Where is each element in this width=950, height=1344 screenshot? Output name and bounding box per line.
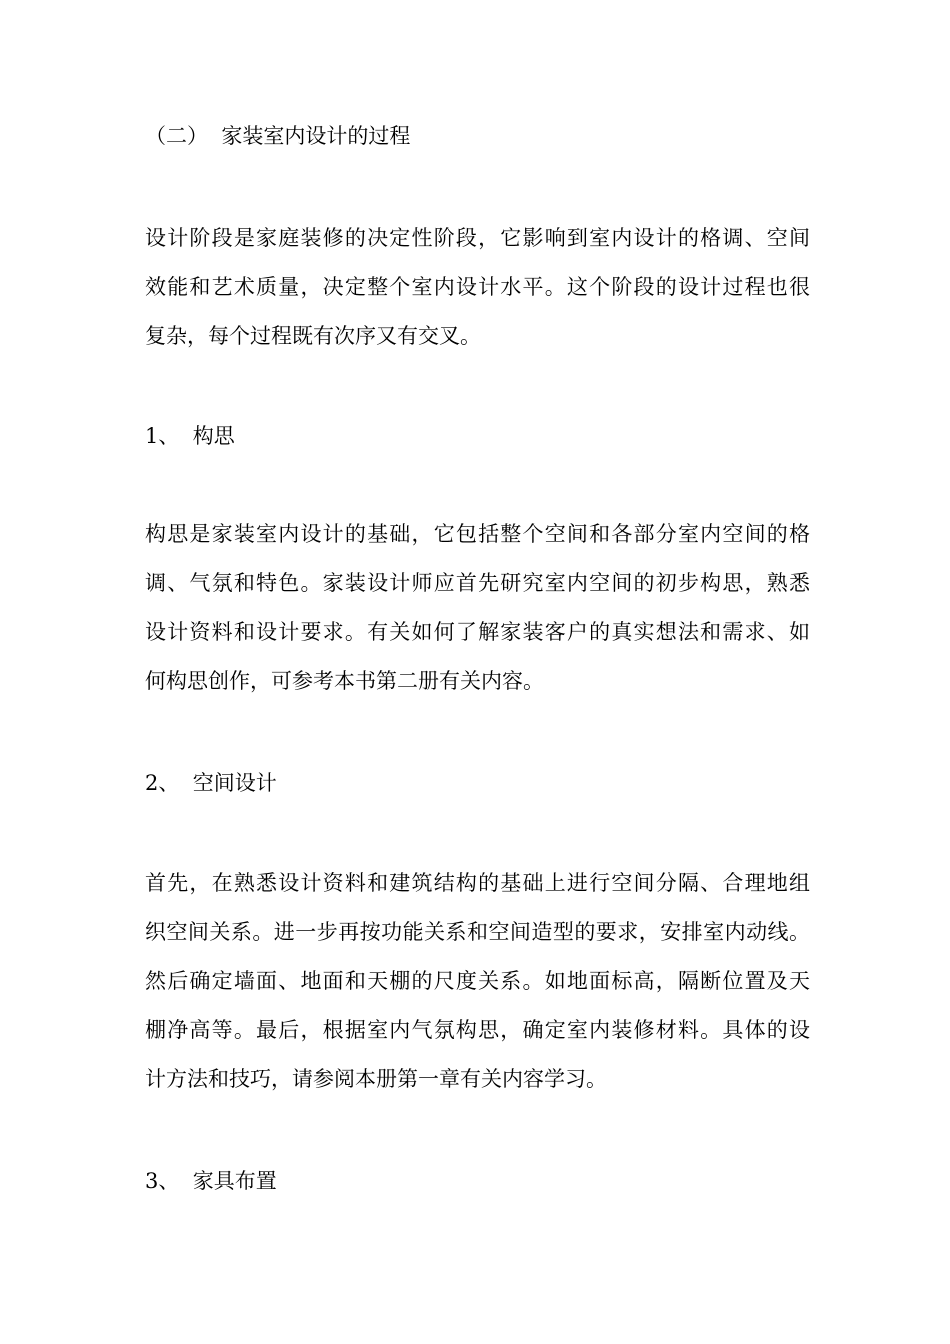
item-2-paragraph <box>145 871 810 1091</box>
intro-paragraph <box>145 226 810 348</box>
item-1-paragraph <box>145 522 810 693</box>
paragraph-line: 然后确定墙面、地面和天棚的尺度关系。如地面标高，隔断位置及天 <box>145 969 810 993</box>
paragraph-line: 设计阶段是家庭装修的决定性阶段，它影响到室内设计的格调、空间 <box>145 226 810 250</box>
paragraph-line: 棚净高等。最后，根据室内气氛构思，确定室内装修材料。具体的设 <box>145 1018 810 1042</box>
paragraph-line: 效能和艺术质量，决定整个室内设计水平。这个阶段的设计过程也很 <box>145 275 810 299</box>
item-2-title: 2、 空间设计 <box>145 771 277 795</box>
paragraph-line: 复杂，每个过程既有次序又有交叉。 <box>145 324 481 348</box>
section-title: （二） 家装室内设计的过程 <box>145 124 411 148</box>
paragraph-line: 首先，在熟悉设计资料和建筑结构的基础上进行空间分隔、合理地组 <box>145 871 810 895</box>
paragraph-line: 设计资料和设计要求。有关如何了解家装客户的真实想法和需求、如 <box>145 620 810 644</box>
paragraph-line: 织空间关系。进一步再按功能关系和空间造型的要求，安排室内动线。 <box>145 920 810 944</box>
item-3-title: 3、 家具布置 <box>145 1169 277 1193</box>
paragraph-line: 调、气氛和特色。家装设计师应首先研究室内空间的初步构思，熟悉 <box>145 571 810 595</box>
item-1-title: 1、 构思 <box>145 424 235 448</box>
paragraph-line: 计方法和技巧，请参阅本册第一章有关内容学习。 <box>145 1067 607 1091</box>
paragraph-line: 构思是家装室内设计的基础，它包括整个空间和各部分室内空间的格 <box>145 522 810 546</box>
paragraph-line: 何构思创作，可参考本书第二册有关内容。 <box>145 669 544 693</box>
